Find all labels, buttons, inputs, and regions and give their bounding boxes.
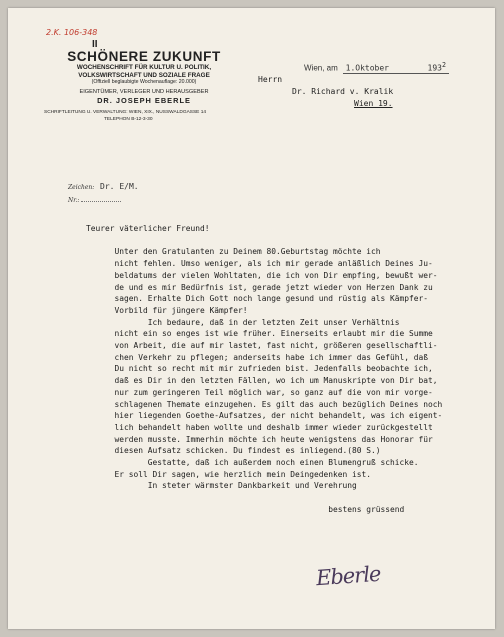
letter-body (86, 223, 488, 516)
letter-line: lich behandelt haben wollte und deshalb immer wieder zurückgestellt (86, 422, 433, 432)
letter-line: nicht ein so enges ist wie früher. Einerseits erlaubt mir die Summe (86, 329, 433, 339)
letterhead-circulation: (Offiziell beglaubigte Wochenauflage: 20.000) (91, 79, 197, 85)
letter-line: nicht fehlen. Umso weniger, als ich mir gerade anläßlich Deines Ju- (86, 259, 433, 269)
dateline (304, 61, 449, 74)
letter-line: Teurer väterlicher Freund! (86, 224, 210, 233)
nr-label: Nr.: (68, 197, 80, 204)
handwritten-signature: Eberle (315, 561, 382, 591)
letter-line: werden musste. Immerhin möchte ich heute wenigstens das Honorar für (86, 434, 433, 444)
zeichen-value: Dr. E/M. (100, 182, 139, 191)
letter-line (86, 235, 488, 247)
recipient-salutation: Herrn (258, 75, 283, 84)
zeichen-label: Zeichen: (68, 184, 95, 191)
letter-line: beldatums der vielen Wohltaten, die ich von Dir empfing, bewußt wer- (86, 270, 438, 280)
dateline-year: 193 (427, 63, 442, 73)
nr-row (68, 194, 139, 207)
nr-line (81, 201, 121, 202)
letter-line: diesen Aufsatz schicken. Du findest es inliegend.(80 S.) (86, 446, 381, 456)
recipient-block (258, 74, 393, 110)
dateline-date (343, 61, 449, 74)
dateline-date-text: 1.Oktober (345, 63, 389, 73)
recipient-name: Dr. Richard v. Kralik (292, 87, 394, 96)
letter-line: daß es Dir in den letzten Fällen, wo ich um Manuskripte von Dir bat, (86, 376, 438, 386)
letterhead-subtitle-1: WOCHENSCHRIFT FÜR KULTUR U. POLITIK, (76, 64, 212, 71)
recipient-city: Wien 19. (354, 99, 393, 108)
letterhead-telephone: TELEPHON B-12-3-30 (104, 117, 153, 122)
letter-sheet (8, 8, 495, 629)
zeichen-row (68, 180, 139, 194)
letter-line: hier liegenden Goethe-Aufsatzes, der nicht behandelt, was ich eigent- (86, 411, 443, 421)
letterhead (44, 49, 244, 124)
letter-line: Ich bedaure, daß in der letzten Zeit unser Verhältnis (86, 317, 400, 327)
letter-line: In steter wärmster Dankbarkeit und Verehrung (86, 481, 357, 491)
letter-line: von Arbeit, die auf mir lastet, fast nicht, größeren gesellschaftli- (86, 341, 438, 351)
letter-line: nur zum geringeren Teil möglich war, so ganz auf die von mir vorge- (86, 387, 433, 397)
letter-line: schlagenen Themate einzugehen. Es gilt das auch bezüglich Deines noch (86, 399, 443, 409)
reference-fields (68, 180, 139, 207)
letterhead-subtitle-2: VOLKSWIRTSCHAFT UND SOZIALE FRAGE (78, 71, 210, 79)
letter-line: Unter den Gratulanten zu Deinem 80.Geburtstag möchte ich (86, 247, 381, 257)
letter-line: Er soll Dir sagen, wie herzlich mein Deingedenken ist. (86, 469, 372, 479)
letter-line: bestens grüssend (86, 504, 405, 514)
letterhead-owner-line: EIGENTÜMER, VERLEGER UND HERAUSGEBER (79, 89, 209, 95)
dateline-year-suffix: 2 (441, 61, 446, 69)
dateline-place: Wien, am (304, 63, 338, 73)
archive-id: 2.K. 106-348 (46, 28, 98, 37)
letter-line (86, 492, 488, 504)
letter-line: Vorbild für jüngere Kämpfer! (86, 305, 248, 315)
letterhead-owner-name: DR. JOSEPH EBERLE (97, 96, 191, 105)
letter-line: Gestatte, daß ich außerdem noch einen Blumengruß schicke. (86, 458, 419, 468)
letter-line: chen Verkehr zu pflegen; anderseits habe ich immer das Gefühl, daß (86, 352, 429, 362)
letter-line: de und es mir Bedürfnis ist, gerade jetzt wieder von Herzen Dank zu (86, 282, 433, 292)
letterhead-roman-numeral: II (92, 39, 98, 50)
letterhead-title: SCHÖNERE ZUKUNFT (67, 49, 221, 64)
letterhead-address: SCHRIFTLEITUNG U. VERWALTUNG: WIEN, XIX., NUSSWALDGASSE 14 (44, 110, 207, 115)
letter-line: Du nicht so recht mit mir zufrieden bist. Jedenfalls beobachte ich, (86, 364, 433, 374)
letter-line: sagen. Erhalte Dich Gott noch lange gesund und rüstig als Kämpfer- (86, 294, 429, 304)
